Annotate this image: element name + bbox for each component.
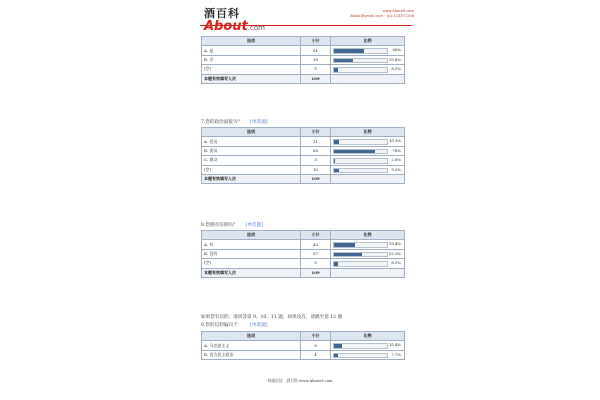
ratio-cell [331, 65, 405, 74]
page-footer: 权威出处：酒百科 www.About9.com [267, 378, 333, 383]
table-row [202, 146, 405, 155]
col-count: 小计 [301, 231, 331, 240]
ratio-cell [331, 55, 405, 64]
footer-count: 109 [301, 174, 331, 183]
footer-empty [331, 74, 405, 83]
percentage-bar-fill [334, 243, 355, 247]
table-row [202, 55, 405, 64]
percentage-label: 10.1% [388, 138, 401, 144]
table-header-row [202, 37, 405, 46]
option-count: 85 [301, 146, 331, 155]
col-option: 选项 [202, 231, 301, 240]
header-divider [200, 25, 412, 26]
question-9-text: 9.您的信仰偏向于： [201, 323, 243, 328]
table-row [202, 259, 405, 268]
ratio-cell [331, 46, 405, 55]
option-count: 43 [301, 240, 331, 249]
logo-english [204, 20, 265, 35]
percentage-bar-track [333, 353, 388, 359]
question-8-title [201, 222, 263, 228]
results-table-q8 [201, 230, 405, 278]
option-label: B. 否 [202, 55, 301, 64]
percentage-bar-fill [334, 140, 339, 144]
table-header-row [202, 231, 405, 240]
col-count: 小计 [301, 37, 331, 46]
option-label: C. 群众 [202, 156, 301, 165]
percentage-bar-fill [334, 344, 342, 348]
table-row [202, 240, 405, 249]
percentage-bar-track [333, 242, 388, 248]
percentage-bar-track [333, 168, 388, 174]
option-count: 11 [301, 137, 331, 146]
percentage-bar-track [333, 139, 388, 145]
table-row [202, 65, 405, 74]
percentage-bar-track [333, 261, 388, 267]
percentage-bar-fill [334, 68, 338, 72]
table-row [202, 249, 405, 258]
option-count: 9 [301, 65, 331, 74]
skip-instruction: 如果您有信仰，请回答第 9、10、11 题，如果没有，请跳至第 12 题 [201, 315, 343, 320]
percentage-bar-track [333, 58, 388, 64]
ratio-cell [331, 240, 405, 249]
table-header-row [202, 332, 405, 341]
option-label: A. 党员 [202, 137, 301, 146]
percentage-label: 7.7% [391, 351, 401, 357]
results-table-q6 [201, 36, 405, 84]
option-label: B. 西方民主政治 [202, 350, 301, 359]
col-option: 选项 [202, 37, 301, 46]
table-footer-row [202, 174, 405, 183]
footer-empty [331, 174, 405, 183]
ratio-cell [331, 249, 405, 258]
option-count: 10 [301, 165, 331, 174]
percentage-label: 78% [392, 147, 401, 153]
percentage-label: 39.4% [388, 241, 401, 247]
table-row [202, 341, 405, 350]
footer-label: 本题有效填写人次 [202, 268, 301, 277]
option-label: (空) [202, 65, 301, 74]
percentage-bar-fill [334, 159, 335, 163]
logo-chinese: 酒百科 [204, 7, 240, 20]
option-label: (空) [202, 165, 301, 174]
option-label: A. 是 [202, 46, 301, 55]
question-7-type[interactable]: [单选题] [250, 120, 268, 125]
table-footer-row [202, 74, 405, 83]
percentage-bar-fill [334, 354, 338, 358]
ratio-cell [331, 350, 405, 359]
col-ratio: 比例 [331, 332, 405, 341]
col-ratio: 比例 [331, 37, 405, 46]
percentage-bar-fill [334, 59, 353, 63]
percentage-bar-fill [334, 253, 362, 257]
ratio-cell [331, 156, 405, 165]
percentage-label: 2.8% [391, 157, 401, 163]
footer-empty [331, 268, 405, 277]
table-row [202, 137, 405, 146]
footer-count: 109 [301, 268, 331, 277]
results-table-q7 [201, 127, 405, 184]
logo-domain: .com [247, 24, 265, 32]
footer-label: 本题有效填写人次 [202, 174, 301, 183]
col-count: 小计 [301, 332, 331, 341]
ratio-cell [331, 137, 405, 146]
percentage-label: 35.8% [388, 56, 401, 62]
table-footer-row [202, 268, 405, 277]
question-7-text: 7.您的政治面貌为？ [201, 120, 243, 125]
ratio-cell [331, 146, 405, 155]
option-count: 57 [301, 249, 331, 258]
percentage-bar-fill [334, 262, 338, 266]
option-count: 8 [301, 341, 331, 350]
percentage-bar-track [333, 149, 388, 155]
percentage-bar-track [333, 343, 388, 349]
option-label: B. 团员 [202, 146, 301, 155]
footer-label: 本题有效填写人次 [202, 74, 301, 83]
option-count: 61 [301, 46, 331, 55]
col-ratio: 比例 [331, 231, 405, 240]
col-option: 选项 [202, 332, 301, 341]
percentage-label: 8.3% [391, 66, 401, 72]
percentage-label: 56% [392, 47, 401, 53]
option-count: 3 [301, 156, 331, 165]
option-count: 39 [301, 55, 331, 64]
question-9-title [201, 322, 268, 328]
site-logo[interactable] [204, 8, 265, 35]
table-row [202, 46, 405, 55]
header-email: About@gmail.com · QQ:123371206 [350, 14, 414, 18]
percentage-bar-track [333, 67, 388, 73]
option-label: B. 没有 [202, 249, 301, 258]
percentage-label: 15.4% [388, 342, 401, 348]
table-row [202, 165, 405, 174]
question-8-type[interactable]: [单选题] [245, 223, 263, 228]
table-row [202, 350, 405, 359]
results-table-q9 [201, 331, 405, 360]
ratio-cell [331, 259, 405, 268]
header-website[interactable]: www.About9.com [382, 9, 414, 13]
header-contact [350, 9, 414, 19]
option-label: (空) [202, 259, 301, 268]
col-ratio: 比例 [331, 128, 405, 137]
ratio-cell [331, 341, 405, 350]
option-label: A. 有 [202, 240, 301, 249]
percentage-bar-track [333, 48, 388, 54]
table-header-row [202, 128, 405, 137]
option-count: 4 [301, 350, 331, 359]
percentage-bar-fill [334, 49, 364, 53]
footer-count: 109 [301, 74, 331, 83]
col-count: 小计 [301, 128, 331, 137]
percentage-bar-fill [334, 169, 339, 173]
col-option: 选项 [202, 128, 301, 137]
option-label: A. 马克思主义 [202, 341, 301, 350]
percentage-label: 52.3% [388, 250, 401, 256]
question-8-text: 8.您拥有信仰吗？ [201, 223, 238, 228]
question-9-type[interactable]: [单选题] [250, 323, 268, 328]
logo-english-text: About [204, 19, 248, 34]
question-7-title [201, 119, 268, 125]
percentage-bar-track [333, 158, 388, 164]
percentage-label: 8.3% [391, 260, 401, 266]
percentage-bar-track [333, 252, 388, 258]
table-row [202, 156, 405, 165]
ratio-cell [331, 165, 405, 174]
percentage-bar-fill [334, 150, 375, 154]
percentage-label: 9.2% [391, 166, 401, 172]
option-count: 9 [301, 259, 331, 268]
